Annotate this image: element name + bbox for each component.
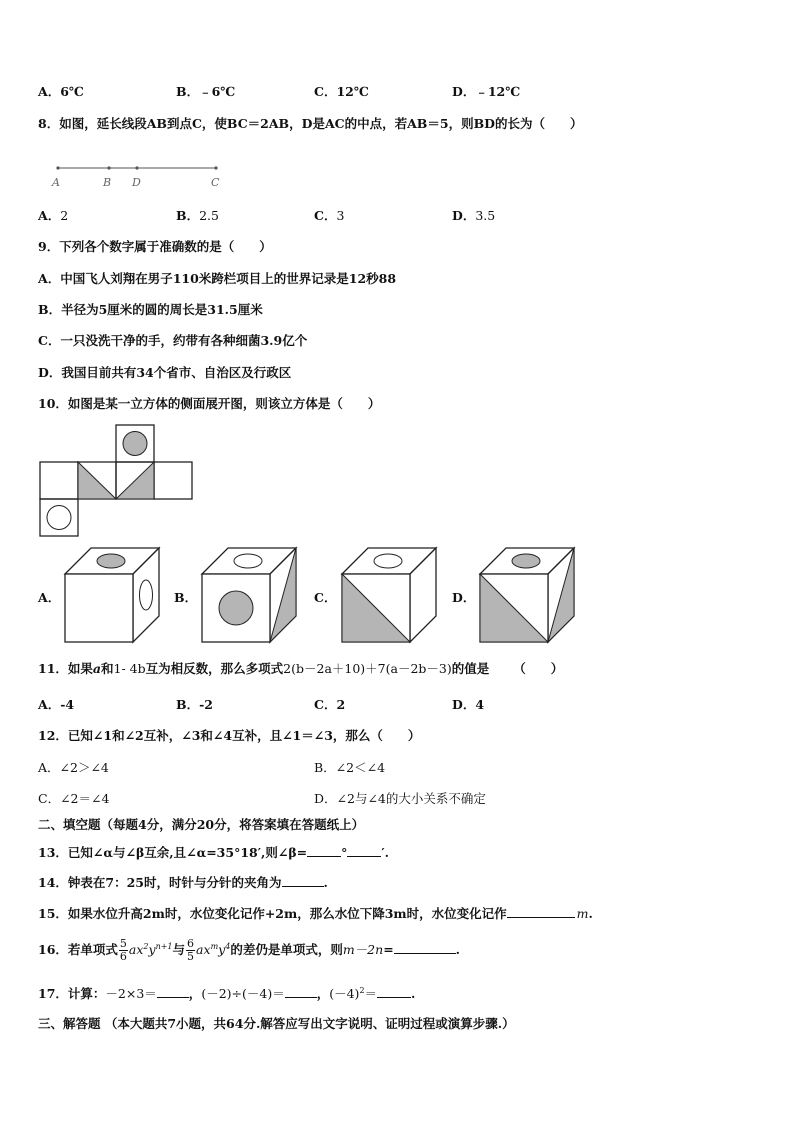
q13-blank-minutes[interactable] <box>347 844 381 857</box>
q7-option-a <box>38 84 84 100</box>
point-a <box>56 166 59 169</box>
point-d <box>135 166 138 169</box>
option-text: 2 <box>60 208 69 223</box>
shaded-circle-icon <box>123 432 147 456</box>
q12-option-c: C．∠2＝∠4 <box>38 791 110 806</box>
shaded-triangle-icon <box>78 462 116 499</box>
section-3-heading: 三、解答题 （本大题共7小题，共64分.解答应写出文字说明、证明过程或演算步骤.） <box>38 1016 515 1031</box>
q9-option-a: A．中国飞人刘翔在男子110米跨栏项目上的世界记录是12秒88 <box>38 271 397 286</box>
q17-expression-2: (－2)÷(－4)＝ <box>201 986 285 1001</box>
label-a: A <box>52 176 60 189</box>
q16-tail: 的差仍是单项式，则 <box>230 942 343 957</box>
q16-stem: 16．若单项式 <box>38 942 118 957</box>
q9-stem: 9．下列各个数字属于准确数的是（ ） <box>38 239 272 254</box>
option-letter: A． <box>38 697 61 712</box>
option-letter: B． <box>176 208 200 223</box>
option-text: 3.5 <box>475 208 496 223</box>
q12-option-a: A．∠2＞∠4 <box>38 760 109 775</box>
q10-option-b-cube <box>200 546 300 644</box>
q17-expression-1: －2×3＝ <box>105 986 157 1001</box>
q8-option-c <box>314 208 344 224</box>
q9-option-c: C．一只没洗干净的手，约带有各种细菌3.9亿个 <box>38 333 308 348</box>
fraction-numerator: 6 <box>187 937 195 950</box>
option-text: -4 <box>60 697 75 712</box>
q16-fraction-2 <box>186 938 195 963</box>
q17-blank-2[interactable] <box>285 985 317 998</box>
option-text: 4 <box>475 697 485 712</box>
q11-option-b <box>176 697 213 713</box>
q15-end: . <box>588 906 593 921</box>
option-letter: C． <box>314 208 337 223</box>
option-letter: D． <box>452 697 476 712</box>
q17-end: . <box>411 986 416 1001</box>
power-exponent: 2 <box>359 985 365 995</box>
q11-variable-a: a <box>92 661 102 676</box>
option-text: 3 <box>336 208 345 223</box>
q17-expression-3 <box>329 986 377 1001</box>
label-d: D <box>132 176 141 189</box>
label-b: B <box>103 176 112 189</box>
q15-unit: m <box>576 906 589 921</box>
fraction-denominator: 6 <box>119 950 127 963</box>
option-letter: A． <box>38 84 61 99</box>
option-letter: D． <box>452 84 476 99</box>
q10-option-a-label: A． <box>38 590 61 605</box>
q14 <box>38 874 328 891</box>
q11-number: 11．如果 <box>38 661 93 676</box>
section-2-heading: 二、填空题（每题4分，满分20分，将答案填在答题纸上） <box>38 817 365 832</box>
q10-stem: 10．如图是某一立方体的侧面展开图，则该立方体是（ ） <box>38 396 381 411</box>
point-c <box>214 166 217 169</box>
q16-blank[interactable] <box>394 941 456 954</box>
option-text: 2.5 <box>199 208 219 223</box>
option-text: 2 <box>336 697 346 712</box>
q17-separator: ， <box>316 986 330 1001</box>
shaded-triangle-icon <box>116 462 154 499</box>
q16-equals: = <box>383 942 394 957</box>
q11-expression-1: 1- 4b <box>113 661 146 676</box>
q14-blank[interactable] <box>282 874 324 887</box>
q15 <box>38 905 593 922</box>
fraction-denominator: 5 <box>187 950 195 963</box>
q7-option-b <box>176 84 235 100</box>
term-base: y <box>148 942 156 957</box>
q16 <box>38 935 460 965</box>
term-exponent: n+1 <box>155 941 173 951</box>
q8-option-b <box>176 208 219 224</box>
q8-stem: 8．如图，延长线段AB到点C，使BC＝2AB，D是AC的中点，若AB＝5，则BD的长为（ ） <box>38 116 583 131</box>
q11-option-d <box>452 697 484 713</box>
q11-option-c <box>314 697 345 713</box>
option-letter: C． <box>314 697 337 712</box>
q8-option-d <box>452 208 495 224</box>
option-letter: A． <box>38 208 61 223</box>
q16-term-2 <box>196 942 230 957</box>
q13-minute-sign: ′. <box>381 845 390 860</box>
point-b <box>107 166 110 169</box>
q10-option-c-cube <box>340 546 440 644</box>
q10-option-d-label: D． <box>452 590 476 605</box>
q12-option-b: B．∠2＜∠4 <box>314 760 386 775</box>
q11-and: 和 <box>101 661 114 676</box>
q7-option-d <box>452 84 520 100</box>
q11-option-a <box>38 697 74 713</box>
q10-option-b-label: B． <box>174 590 198 605</box>
term-exponent: 4 <box>225 941 231 951</box>
q12-option-d: D．∠2与∠4的大小关系不确定 <box>314 791 486 806</box>
q11-answer-paren: （ ） <box>513 661 564 676</box>
q10-cube-net-figure <box>40 425 192 537</box>
term-base: y <box>218 942 226 957</box>
q11-tail: 的值是 <box>451 661 490 676</box>
q13-stem: 13．已知∠α与∠β互余,且∠α=35°18′,则∠β= <box>38 845 308 860</box>
q16-term-1 <box>129 942 173 957</box>
q9-option-d: D．我国目前共有34个省市、自治区及行政区 <box>38 365 292 380</box>
empty-circle-icon <box>47 506 71 530</box>
equals-sign: ＝ <box>364 986 378 1001</box>
q17-separator: ， <box>188 986 202 1001</box>
q12-stem: 12．已知∠1和∠2互补，∠3和∠4互补，且∠1＝∠3，那么（ ） <box>38 728 421 743</box>
q9-option-b: B．半径为5厘米的圆的周长是31.5厘米 <box>38 302 263 317</box>
q16-fraction-1 <box>119 938 128 963</box>
q11-opposite: 互为相反数，那么多项式 <box>145 661 284 676</box>
option-text: -2 <box>199 697 213 712</box>
q8-option-a <box>38 208 68 224</box>
q7-option-c <box>314 84 369 100</box>
q17 <box>38 985 415 1002</box>
option-letter: B． <box>176 84 200 99</box>
q10-option-d-cube <box>478 546 578 644</box>
option-text: ﹣6℃ <box>199 84 236 99</box>
q13-degree-sign: ° <box>341 845 348 860</box>
q8-line-segment-figure <box>50 160 230 192</box>
q11-stem <box>38 661 563 677</box>
q16-expression: m－2n <box>342 942 384 957</box>
option-text: 6℃ <box>60 84 84 99</box>
q14-end: . <box>323 875 328 890</box>
q10-option-a-cube <box>63 546 163 644</box>
option-letter: B． <box>176 697 200 712</box>
q16-and: 与 <box>172 942 186 957</box>
term-base: ax <box>128 942 144 957</box>
q10-option-c-label: C． <box>314 590 337 605</box>
option-text: 12℃ <box>336 84 369 99</box>
fraction-numerator: 5 <box>119 937 127 950</box>
power-base: (－4) <box>329 986 360 1001</box>
option-text: ﹣12℃ <box>475 84 521 99</box>
q15-stem: 15．如果水位升高2m时，水位变化记作+2m，那么水位下降3m时，水位变化记作 <box>38 906 507 921</box>
q14-stem: 14．钟表在7：25时，时针与分针的夹角为 <box>38 875 282 890</box>
q15-blank[interactable] <box>507 905 575 918</box>
q17-stem: 17．计算： <box>38 986 106 1001</box>
label-c: C <box>211 176 220 189</box>
term-base: ax <box>196 942 211 957</box>
q11-polynomial: 2(b－2a＋10)＋7(a－2b－3) <box>283 661 452 676</box>
term-exponent: 2 <box>143 941 149 951</box>
term-exponent: m <box>210 941 219 951</box>
q16-end: . <box>455 942 461 957</box>
q17-blank-3[interactable] <box>377 985 411 998</box>
q13-blank-degrees[interactable] <box>307 844 341 857</box>
q17-blank-1[interactable] <box>157 985 189 998</box>
option-letter: C． <box>314 84 337 99</box>
q13 <box>38 844 389 861</box>
option-letter: D． <box>452 208 476 223</box>
